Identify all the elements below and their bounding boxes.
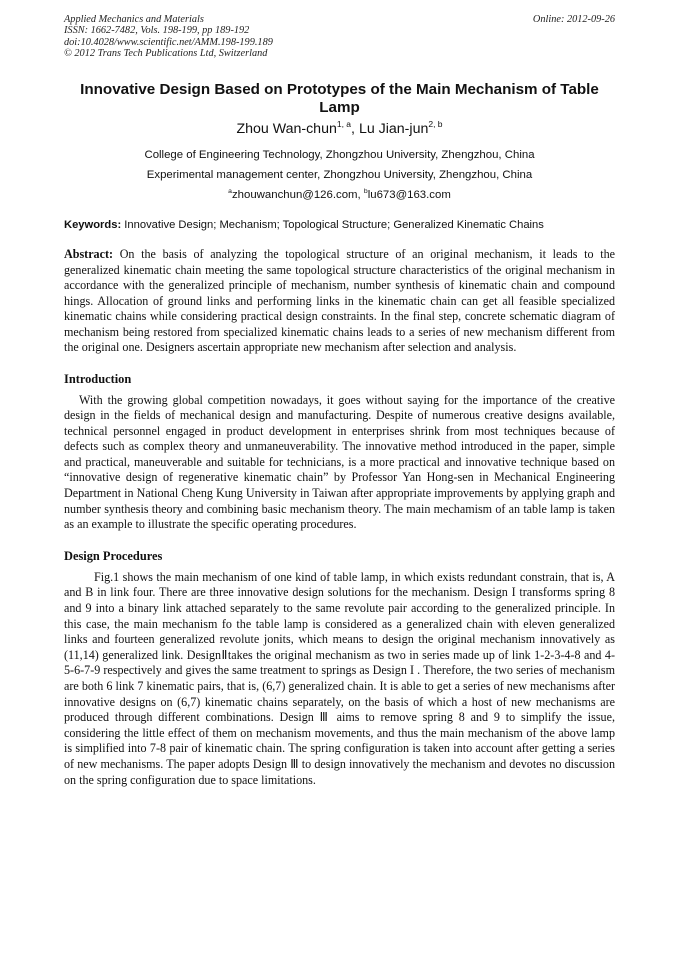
- copyright-line: © 2012 Trans Tech Publications Ltd, Switzerland: [64, 47, 268, 59]
- author-2-affil: 2, b: [428, 119, 443, 130]
- abstract-text: On the basis of analyzing the topological structure of an original mechanism, it leads to the generalized kinematic chain meeting the same topological structure characteristics of the original mechanism in accordance with the generalized principle of mechanism, number synthesis of kinematic chain and compound hings. Allocation of ground links and performing links in the kinematic chain can get all feasible specialized kinematic chains while considering practical design constraints. In the final step, concrete schematic diagram of mechanism being restored from specialized kinematic chains leads to a series of new mechanism different from the original one. Designers ascertain appropriate new mechanism after selection and analysis.: [64, 247, 615, 354]
- email-line: [64, 186, 615, 205]
- keywords-text: Innovative Design; Mechanism; Topological Structure; Generalized Kinematic Chains: [121, 219, 544, 231]
- doi-line[interactable]: doi:10.4028/www.scientific.net/AMM.198-199.189: [64, 36, 273, 48]
- email-a[interactable]: zhouwanchun@126.com: [231, 189, 358, 201]
- abstract-label: Abstract:: [64, 247, 114, 261]
- author-line: [64, 120, 615, 138]
- email-a-marker: a: [228, 188, 232, 196]
- introduction-paragraph: With the growing global competition nowadays, it goes without saying for the importance of the creative design in the fields of mechanical design and manufacturing. Despite of numerous creative designs available, technical personnel engaged in product development in enterprises shrink from most techniques because of defects such as complex theory and unmaneuverability. The innovative method introduced in the paper, simple and practical, maneuverable and suitable for technicians, is a more practical and innovative technique based on “innovative design of regenerative kinematic chain” by Professor Yan Hong-sen in Mechanical Engineering Department in National Cheng Kung University in Taiwan after appropriate improvements by applying graph and number synthesis theory and combining basic mechanism theory. The main mechamism of an table lamp is taken as an example to illustrate the specific operating procedures.: [64, 392, 615, 532]
- author-separator: ,: [351, 121, 359, 137]
- keywords: [64, 218, 615, 232]
- paper-page: [64, 14, 615, 788]
- journal-name: Applied Mechanics and Materials: [64, 14, 204, 25]
- introduction-heading: Introduction: [64, 371, 132, 386]
- author-2: Lu Jian-jun: [358, 121, 429, 137]
- email-separator: ,: [357, 189, 364, 201]
- issn-line: ISSN: 1662-7482, Vols. 198-199, pp 189-192: [64, 25, 250, 37]
- design-procedures-paragraph: Fig.1 shows the main mechanism of one kind of table lamp, in which exists redundant constrain, that is, A and B in link four. There are three innovative design solutions for the mechanism. Design I transforms spring 8 and 9 into a binary link attached separately to the same revolute pair according to the generalized principle. In this case, the main mechanism fo the table lamp is considered as a generalized chain with eleven generalized links and fourteen generalized revolute jonits, which means to design the original mechanism innovatively as (11,14) generalized link. DesignⅡtakes the original mechanism as two in series made up of link 1-2-3-4-8 and 4-5-6-7-9 respectively and gives the same treatment to springs as Design I . Therefore, the two series of mechanism are both 6 link 7 kinematic pairs, that is, (6,7) generalized chain. It is able to get a series of new mechanisms after innovative designs on (6,7) kinematic chains separately, on the basis of which a host of new mechanisms are produced through different combinations. Design Ⅲ aims to remove spring 8 and 9 to simplify the issue, considering the little effect of them on mechanism movements, and thus the main mechanism of the above lamp is simplified into 7-8 pair of kinematic chain. The spring configuration is taken into account after getting a series of new mechanisms. The paper adopts Design Ⅲ to design innovatively the mechanism and devotes no discussion on the spring configuration due to space limitations.: [64, 569, 615, 787]
- affiliation-2: Experimental management center, Zhongzhou University, Zhengzhou, China: [146, 169, 533, 181]
- email-b-marker: b: [363, 188, 368, 196]
- journal-header: [64, 14, 615, 64]
- paper-title: Innovative Design Based on Prototypes of the Main Mechanism of Table Lamp: [80, 81, 599, 116]
- keywords-label: Keywords:: [64, 219, 122, 231]
- online-date: Online: 2012-09-26: [532, 14, 615, 25]
- email-b[interactable]: lu673@163.com: [367, 189, 451, 201]
- author-1: Zhou Wan-chun: [236, 121, 337, 137]
- design-procedures-heading: Design Procedures: [64, 548, 163, 563]
- author-1-affil: 1, a: [336, 119, 352, 130]
- abstract: [64, 247, 615, 356]
- affiliation-1: College of Engineering Technology, Zhongzhou University, Zhengzhou, China: [144, 149, 535, 161]
